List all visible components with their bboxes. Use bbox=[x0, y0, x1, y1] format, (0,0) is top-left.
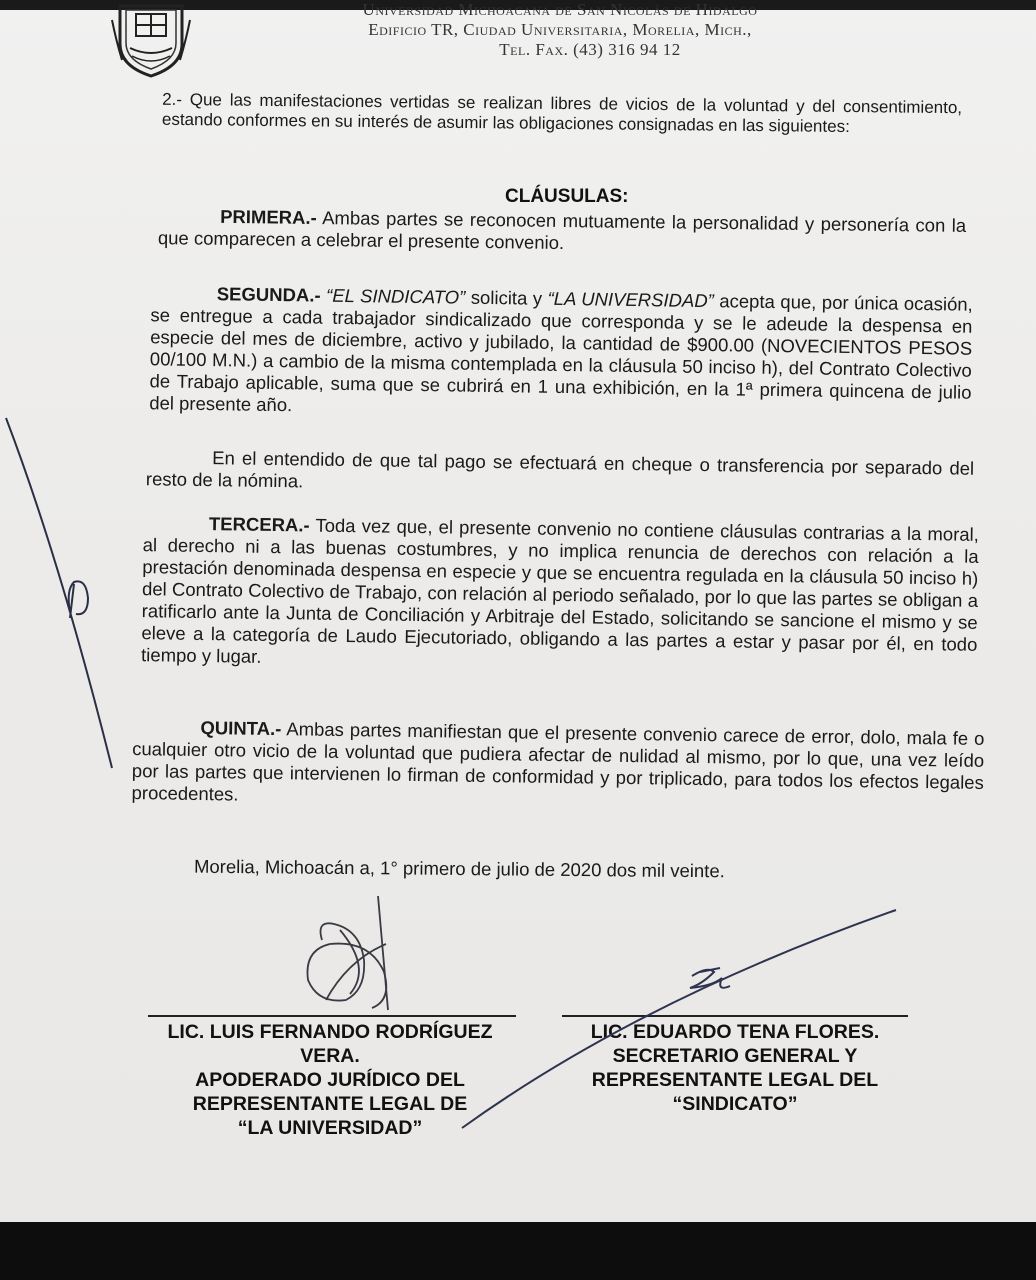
clause-tercera-label: TERCERA.- bbox=[208, 513, 310, 536]
intro-text: 2.- Que las manifestaciones vertidas se realizan libres de vicios de la voluntad y del consentimiento, estando conformes en su interés de asumir las obligaciones consignadas en las siguientes: bbox=[161, 89, 963, 137]
signature-left-mark bbox=[307, 896, 388, 1010]
clause-quinta-label: QUINTA.- bbox=[200, 717, 282, 740]
signatory-left-role-2: REPRESENTANTE LEGAL DE bbox=[192, 1093, 468, 1115]
entendido-text: En el entendido de que tal pago se efectuará en cheque o transferencia por separado del resto de la nómina. bbox=[145, 447, 975, 492]
clause-segunda-text: acepta que, por única ocasión, se entregue a cada trabajador sindicalizado que corresponda y se le adeude la despensa en especie del mes de diciembre, activo y jubilado, la cantidad de $900.00 (NOVECIENTOS PESOS 00/100 M.N.) a cambio de la misma contemplada en la cláusula 50 inciso h), del Contrato Colectivo de Trabajo aplicable, suma que se cubrirá en 1 una exhibición, en la 1ª primera quincena de julio del presente año. bbox=[149, 290, 973, 416]
signatory-left-role-3: “LA UNIVERSIDAD” bbox=[237, 1117, 423, 1139]
signatory-left-name-2: VERA. bbox=[300, 1045, 360, 1067]
signature-cross-stroke bbox=[462, 910, 896, 1128]
signatory-right-role-2: REPRESENTANTE LEGAL DEL bbox=[591, 1069, 879, 1091]
letterhead-phone: Tel. Fax. (43) 316 94 12 bbox=[499, 40, 681, 59]
margin-line-stroke bbox=[6, 418, 112, 768]
clause-primera-text: Ambas partes se reconocen mutuamente la personalidad y personería con la que comparecen a celebrar el presente convenio. bbox=[157, 207, 967, 254]
signatory-left-name: LIC. LUIS FERNANDO RODRÍGUEZ bbox=[167, 1021, 493, 1043]
clause-primera-label: PRIMERA.- bbox=[220, 205, 317, 229]
clause-segunda-quote-sindicato: “EL SINDICATO” bbox=[325, 284, 466, 308]
signatory-right-role-1: SECRETARIO GENERAL Y bbox=[612, 1045, 858, 1067]
signatory-right-name: LIC. EDUARDO TENA FLORES. bbox=[590, 1021, 880, 1043]
letterhead-university: Universidad Michoacana de San Nicolás de Hidalgo bbox=[362, 0, 758, 19]
clausulas-heading: CLÁUSULAS: bbox=[505, 186, 629, 207]
clause-segunda-mid: solicita y bbox=[465, 286, 548, 309]
margin-initial-mark bbox=[69, 581, 88, 618]
signatory-left-role-1: APODERADO JURÍDICO DEL bbox=[195, 1069, 465, 1091]
signatory-right-role-3: “SINDICATO” bbox=[672, 1093, 798, 1115]
clause-segunda-label: SEGUNDA.- bbox=[216, 283, 321, 306]
date-line: Morelia, Michoacán a, 1° primero de julio de 2020 dos mil veinte. bbox=[193, 855, 725, 882]
clause-tercera-text: Toda vez que, el presente convenio no contiene cláusulas contrarias a la moral, al derecho ni a las buenas costumbres, y no implica renuncia de derechos con relación a la prestación denominada despensa en especie y que se encuentra regulada en la cláusula 50 inciso h) del Contrato Colectivo de Trabajo, con relación al periodo señalado, por lo que las partes se obligan a ratificarlo ante la Junta de Conciliación y Arbitraje del Estado, solicitando se sancione el mismo y se eleve a la categoría de Laudo Ejecutoriado, obligando a las partes a estar y pasar por él, en todo tiempo y lugar. bbox=[140, 514, 980, 667]
letterhead-address: Edificio TR, Ciudad Universitaria, Morelia, Mich., bbox=[368, 20, 752, 39]
clause-segunda-quote-universidad: “LA UNIVERSIDAD” bbox=[547, 287, 714, 312]
clause-quinta-text: Ambas partes manifiestan que el presente convenio carece de error, dolo, mala fe o cualquier otro vicio de la voluntad que pudiera afectar de nulidad al mismo, por lo que, una vez leído por las partes que intervienen lo firman de conformidad y por triplicado, para todos los efectos legales procedentes. bbox=[131, 718, 985, 805]
